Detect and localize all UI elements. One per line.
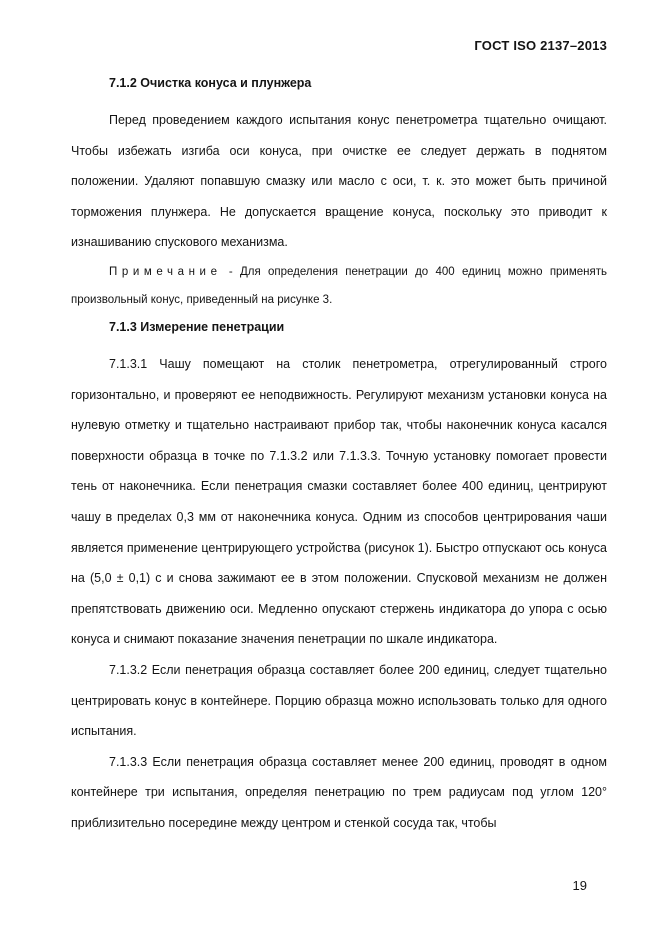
page-number: 19 xyxy=(572,878,587,893)
paragraph-7-1-3-2: 7.1.3.2 Если пенетрация образца составляет более 200 единиц, следует тщательно центрировать конус в контейнере. Порцию образца можно использовать только для одного испытания. xyxy=(71,662,607,739)
section-heading-7-1-3: 7.1.3 Измерение пенетрации xyxy=(109,319,285,334)
section-heading-7-1-2: 7.1.2 Очистка конуса и плунжера xyxy=(109,76,312,90)
paragraph-7-1-3-1: 7.1.3.1 Чашу помещают на столик пенетрометра, отрегулированный строго горизонтально, и проверяют ее неподвижность. Регулируют механизм установки конуса на нулевую отметку и тщательно настраивают прибор так, чтобы наконечник конуса касался поверхности образца в точке по 7.1.3.2 или 7.1.3.3. Точную установку помогает провести тень от наконечника. Если пенетрация смазки составляет более 400 единиц, центрируют чашу в пределах 0,3 мм от наконечника конуса. Одним из способов центрирования чаши является применение центрирующего устройства (рисунок 1). Быстро отпускают ось конуса на (5,0 ± 0,1) с и снова зажимают ее в этом положении. Спусковой механизм не должен препятствовать движению оси. Медленно опускают стержень индикатора до упора с осью конуса и снимают показание значения пенетрации по шкале индикатора. xyxy=(71,356,607,647)
note-label: Примечание xyxy=(109,265,222,278)
document-code-header: ГОСТ ISO 2137–2013 xyxy=(474,38,607,53)
paragraph-7-1-3-3: 7.1.3.3 Если пенетрация образца составляет менее 200 единиц, проводят в одном контейнере три испытания, определяя пенетрацию по трем радиусам под углом 120° приблизительно посередине между центром и стенкой сосуда так, чтобы xyxy=(71,754,607,830)
paragraph-cone-cleaning: Перед проведением каждого испытания конус пенетрометра тщательно очищают. Чтобы избежать изгиба оси конуса, при очистке ее следует держать в поднятом положении. Удаляют попавшую смазку или масло с оси, т. к. это может быть причиной торможения плунжера. Не допускается вращение конуса, поскольку это приводит к изнашиванию спускового механизма. xyxy=(71,113,607,250)
note-text: - Для определения пенетрации до 400 единиц можно применять произвольный конус, приведенный на рисунке 3. xyxy=(71,265,607,306)
note-paragraph xyxy=(71,258,607,314)
document-body xyxy=(71,73,607,838)
